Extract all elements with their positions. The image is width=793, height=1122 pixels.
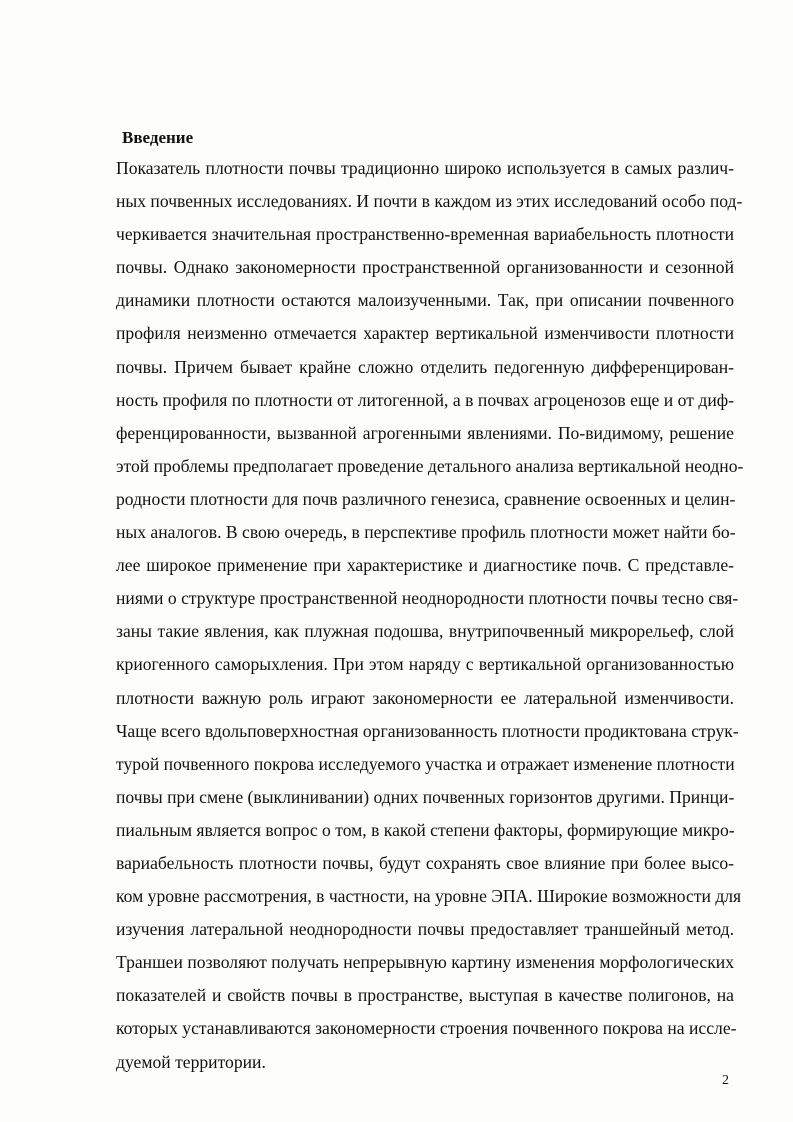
paragraph-line: профиля неизменно отмечается характер вертикальной изменчивости плотности [116,323,734,344]
page-number: 2 [722,1073,729,1088]
paragraph-line: динамики плотности остаются малоизученными. Так, при описании почвенного [116,290,734,311]
paragraph-line: почвы при смене (выклинивании) одних почвенных горизонтов другими. Принци- [116,786,735,807]
paragraph-line: дуемой территории. [116,1051,266,1072]
paragraph-line: турой почвенного покрова исследуемого участка и отражает изменение плотности [116,753,735,774]
paragraph-line: ных аналогов. В свою очередь, в перспективе профиль плотности может найти бо- [116,522,736,543]
paragraph-line: ком уровне рассмотрения, в частности, на уровне ЭПА. Широкие возможности для [116,886,742,907]
paragraph-line: ференцированности, вызванной агрогенными явлениями. По-видимому, решение [116,422,734,443]
paragraph-line: ных почвенных исследованиях. И почти в каждом из этих исследований особо под- [116,191,743,212]
paragraph-line: показателей и свойств почвы в пространстве, выступая в качестве полигонов, на [116,985,734,1006]
paragraph-line: изучения латеральной неоднородности почвы предоставляет траншейный метод. [116,919,734,940]
paragraph-line: ниями о структуре пространственной неоднородности плотности почвы тесно свя- [116,588,739,609]
paragraph-line: пиальным является вопрос о том, в какой степени факторы, формирующие микро- [116,819,735,840]
paragraph-line: почвы. Причем бывает крайне сложно отделить педогенную дифференцирован- [116,356,734,377]
paragraph-line: вариабельность плотности почвы, будут сохранять свое влияние при более высо- [116,852,734,873]
paragraph-line: плотности важную роль играют закономерности ее латеральной изменчивости. [116,687,734,708]
paragraph-line: этой проблемы предполагает проведение детального анализа вертикальной неодно- [116,455,744,476]
paragraph-line: заны такие явления, как плужная подошва, внутрипочвенный микрорельеф, слой [116,621,734,642]
section-heading: Введение [122,128,194,147]
paragraph-line: лее широкое применение при характеристике и диагностике почв. С представле- [116,555,734,576]
paragraph-line: которых устанавливаются закономерности строения почвенного покрова на иссле- [116,1018,737,1039]
paragraph-line: родности плотности для почв различного генезиса, сравнение освоенных и целин- [116,488,736,509]
paragraph-line: Траншеи позволяют получать непрерывную картину изменения морфологических [116,952,734,973]
paragraph-line: Чаще всего вдольповерхностная организованность плотности продиктована струк- [116,720,739,741]
paragraph [116,152,744,1079]
paragraph-line: криогенного саморыхления. При этом наряду с вертикальной организованностью [116,654,734,675]
paragraph-line: черкивается значительная пространственно-временная вариабельность плотности [116,224,734,245]
paragraph-line: ность профиля по плотности от литогенной, а в почвах агроценозов еще и от диф- [116,389,734,410]
paragraph-line: Показатель плотности почвы традиционно широко используется в самых различ- [116,158,734,178]
paragraph-line: почвы. Однако закономерности пространственной организованности и сезонной [116,257,734,278]
